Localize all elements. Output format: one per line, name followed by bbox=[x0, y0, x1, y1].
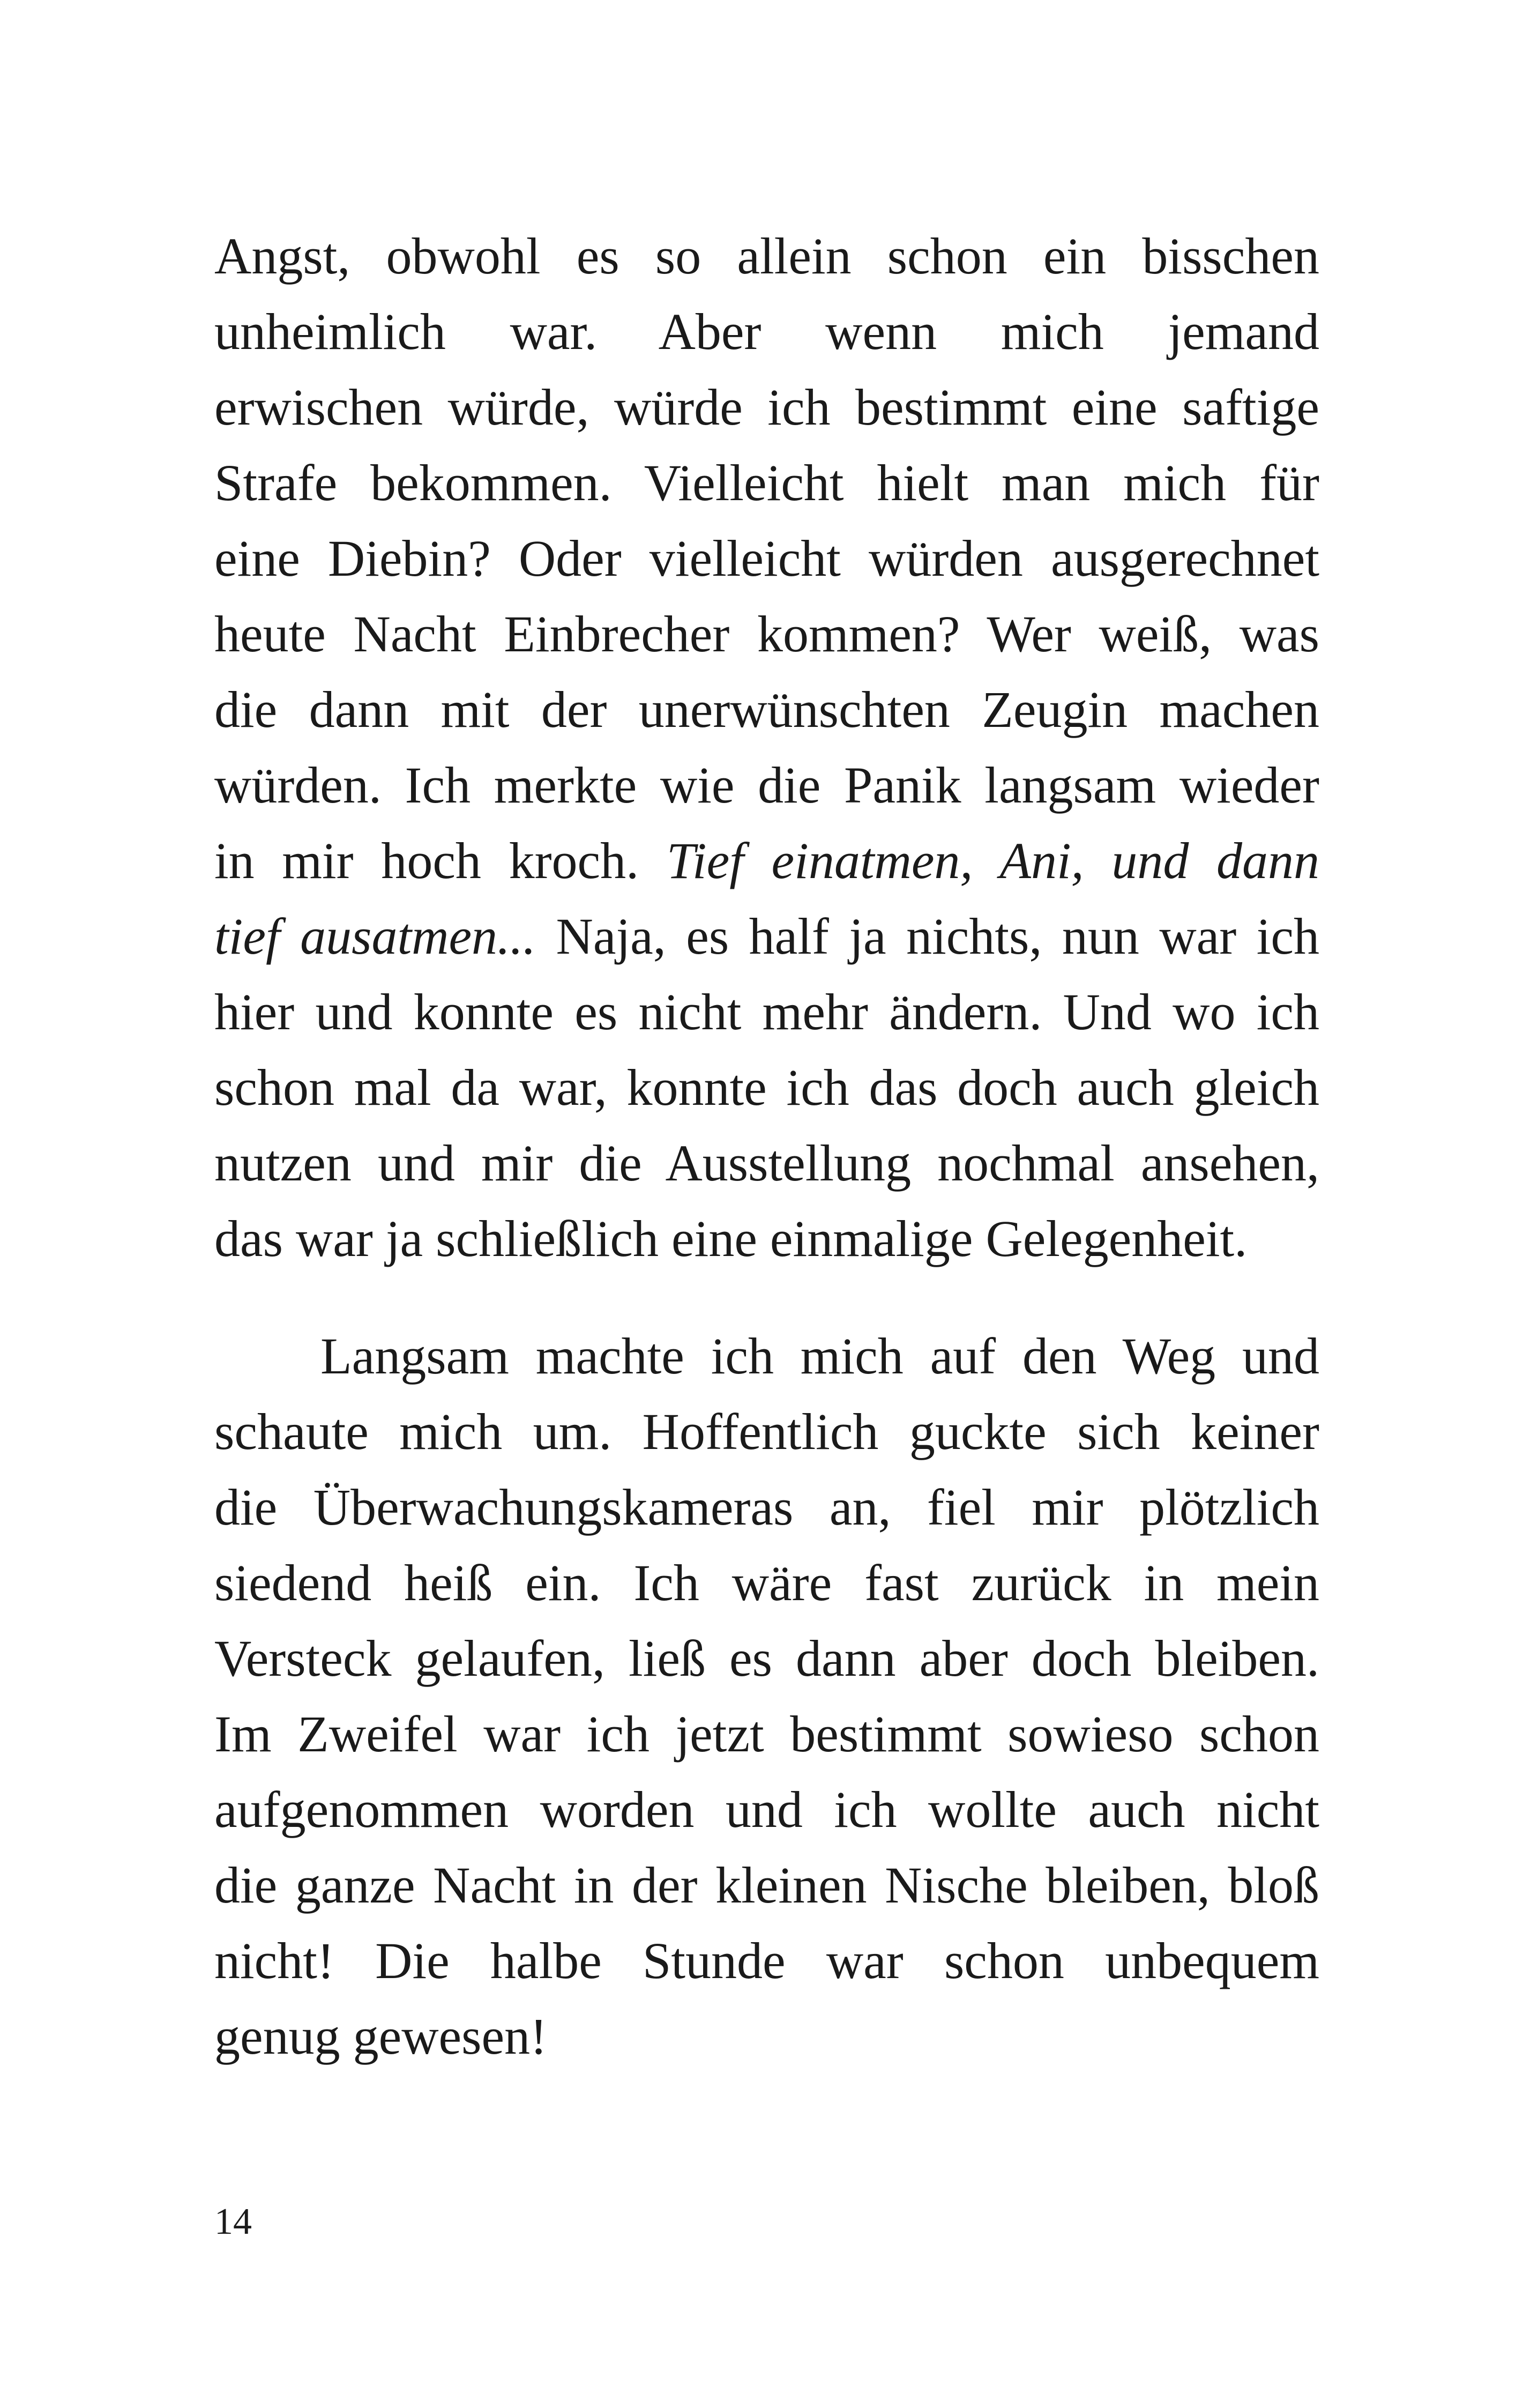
text-line-roman: in mir hoch kroch. bbox=[214, 832, 667, 889]
text-line: die Überwachungskameras an, fiel mir plötzlich bbox=[214, 1478, 1319, 1536]
text-line: nicht! Die halbe Stunde war schon unbequem bbox=[214, 1932, 1319, 1989]
text-line-roman: Naja, es half ja nichts, nun war ich bbox=[536, 908, 1320, 965]
text-line: unheimlich war. Aber wenn mich jemand bbox=[214, 303, 1319, 360]
text-line: würden. Ich merkte wie die Panik langsam wieder bbox=[214, 756, 1319, 814]
text-line: Angst, obwohl es so allein schon ein bisschen bbox=[214, 227, 1319, 285]
text-line: die dann mit der unerwünschten Zeugin machen bbox=[214, 681, 1319, 738]
text-line: Versteck gelaufen, ließ es dann aber doch bleiben. bbox=[214, 1630, 1319, 1687]
paragraph-1 bbox=[214, 218, 1319, 1276]
text-line: Strafe bekommen. Vielleicht hielt man mich für bbox=[214, 454, 1319, 511]
text-line bbox=[214, 898, 1319, 974]
text-line: schon mal da war, konnte ich das doch auch gleich bbox=[214, 1059, 1319, 1116]
text-line: siedend heiß ein. Ich wäre fast zurück in mein bbox=[214, 1554, 1319, 1611]
text-line: schaute mich um. Hoffentlich guckte sich keiner bbox=[214, 1403, 1319, 1460]
text-line: die ganze Nacht in der kleinen Nische bleiben, bloß bbox=[214, 1856, 1319, 1914]
text-line: genug gewesen! bbox=[214, 2008, 548, 2065]
text-line: Im Zweifel war ich jetzt bestimmt sowieso schon bbox=[214, 1705, 1319, 1763]
text-line: eine Diebin? Oder vielleicht würden ausgerechnet bbox=[214, 530, 1319, 587]
text-line: das war ja schließlich eine einmalige Gelegenheit. bbox=[214, 1210, 1248, 1267]
text-line: erwischen würde, würde ich bestimmt eine saftige bbox=[214, 378, 1319, 436]
text-line: nutzen und mir die Ausstellung nochmal ansehen, bbox=[214, 1134, 1319, 1192]
page-number: 14 bbox=[214, 2201, 252, 2242]
text-line-italic: Tief einatmen, Ani, und dann bbox=[666, 832, 1319, 889]
text-line: hier und konnte es nicht mehr ändern. Und wo ich bbox=[214, 983, 1319, 1041]
text-line bbox=[214, 823, 1319, 898]
text-line: heute Nacht Einbrecher kommen? Wer weiß, was bbox=[214, 605, 1319, 663]
paragraph-2 bbox=[214, 1318, 1319, 2074]
text-line: aufgenommen worden und ich wollte auch nicht bbox=[214, 1781, 1319, 1838]
text-line-italic: tief ausatmen... bbox=[214, 908, 536, 965]
text-line: Langsam machte ich mich auf den Weg und bbox=[320, 1327, 1319, 1385]
